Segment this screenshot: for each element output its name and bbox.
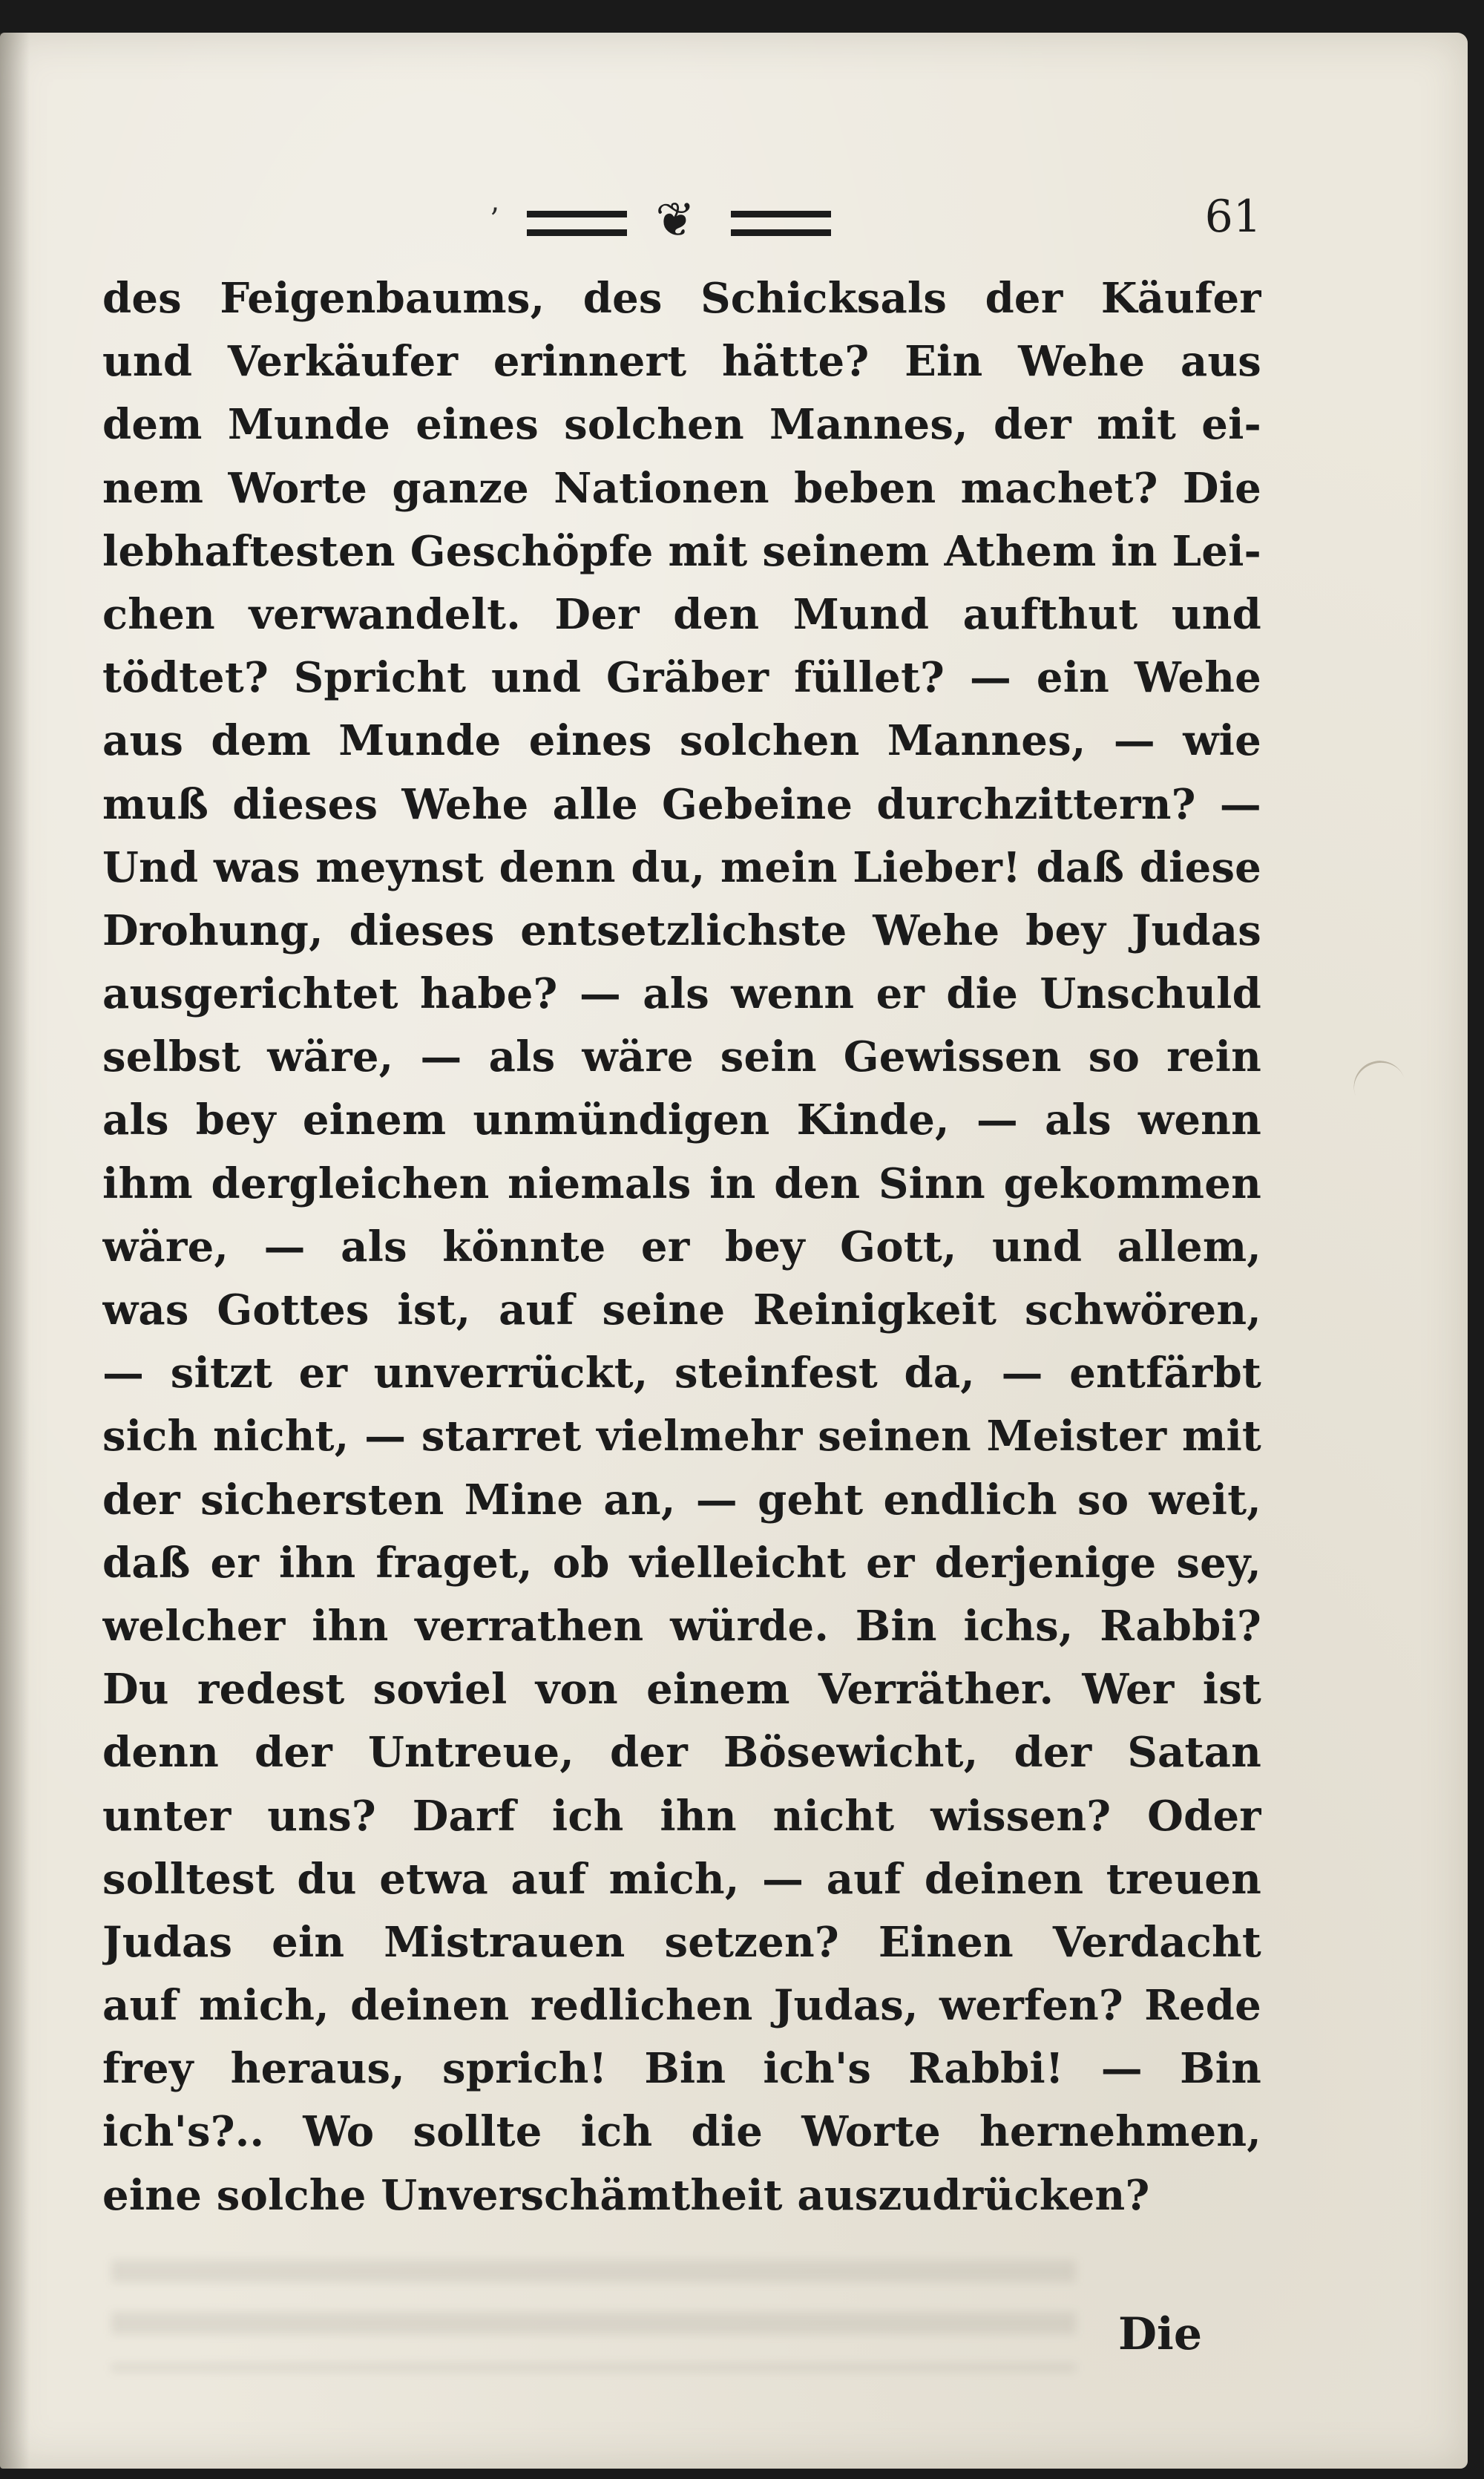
text-line: unter uns? Darf ich ihn nicht wissen? Oder <box>102 1791 1261 1841</box>
page-number: 61 <box>1204 191 1261 243</box>
header-ornament <box>490 194 831 246</box>
text-line: lebhaftesten Geschöpfe mit seinem Athem in Lei- <box>102 526 1261 576</box>
text-line: ausgerichtet habe? — als wenn er die Unschuld <box>102 969 1261 1019</box>
text-line: ich's?.. Wo sollte ich die Worte hernehmen, <box>102 2107 1261 2157</box>
page-header <box>0 172 1468 254</box>
text-line: als bey einem unmündigen Kinde, — als wenn <box>102 1096 1261 1145</box>
text-line: Und was meynst denn du, mein Lieber! daß diese <box>102 842 1261 892</box>
text-line: welcher ihn verrathen würde. Bin ichs, Rabbi? <box>102 1601 1261 1651</box>
text-line: — sitzt er unverrückt, steinfest da, — entfärbt <box>102 1349 1261 1398</box>
text-line: auf mich, deinen redlichen Judas, werfen? Rede <box>102 1981 1261 2031</box>
text-line: frey heraus, sprich! Bin ich's Rabbi! — Bin <box>102 2044 1261 2094</box>
text-line: selbst wäre, — als wäre sein Gewissen so rein <box>102 1032 1261 1082</box>
text-line: Du redest soviel von einem Verräther. Wer ist <box>102 1665 1261 1715</box>
text-line: ihm dergleichen niemals in den Sinn gekommen <box>102 1159 1261 1208</box>
text-line: solltest du etwa auf mich, — auf deinen treuen <box>102 1854 1261 1904</box>
text-line: Drohung, dieses entsetzlichste Wehe bey Judas <box>102 906 1261 955</box>
ornament-rule-left <box>527 211 627 236</box>
floral-ornament-icon: ❦ <box>655 193 695 248</box>
text-line: tödtet? Spricht und Gräber füllet? — ein Wehe <box>102 653 1261 703</box>
text-line: eine solche Unverschämtheit auszudrücken? <box>102 2170 1150 2220</box>
text-line: wäre, — als könnte er bey Gott, und allem, <box>102 1222 1261 1271</box>
text-line: des Feigenbaums, des Schicksals der Käufer <box>102 274 1261 323</box>
ornament-rule-right <box>731 211 831 236</box>
text-line: aus dem Munde eines solchen Mannes, — wie <box>102 716 1261 766</box>
body-text <box>102 267 1261 2227</box>
catchword: Die <box>1118 2308 1202 2360</box>
text-line: chen verwandelt. Der den Mund aufthut und <box>102 589 1261 639</box>
text-line: sich nicht, — starret vielmehr seinen Meister mit <box>102 1412 1261 1461</box>
text-line: und Verkäufer erinnert hätte? Ein Wehe aus <box>102 337 1261 387</box>
gutter-shadow <box>0 33 30 2469</box>
text-line: der sichersten Mine an, — geht endlich so weit, <box>102 1475 1261 1525</box>
text-line: nem Worte ganze Nationen beben machet? Die <box>102 463 1261 513</box>
text-line: dem Munde eines solchen Mannes, der mit ei- <box>102 400 1261 450</box>
text-line: daß er ihn fraget, ob vielleicht er derjenige sey, <box>102 1538 1261 1588</box>
text-line: was Gottes ist, auf seine Reinigkeit schwören, <box>102 1286 1261 1335</box>
ornament-tick-mark: ’ <box>490 203 499 237</box>
text-line: Judas ein Mistrauen setzen? Einen Verdacht <box>102 1917 1261 1967</box>
text-line: denn der Untreue, der Bösewicht, der Satan <box>102 1728 1261 1778</box>
show-through-text <box>111 2260 1076 2371</box>
text-line: muß dieses Wehe alle Gebeine durchzittern? — <box>102 779 1261 829</box>
